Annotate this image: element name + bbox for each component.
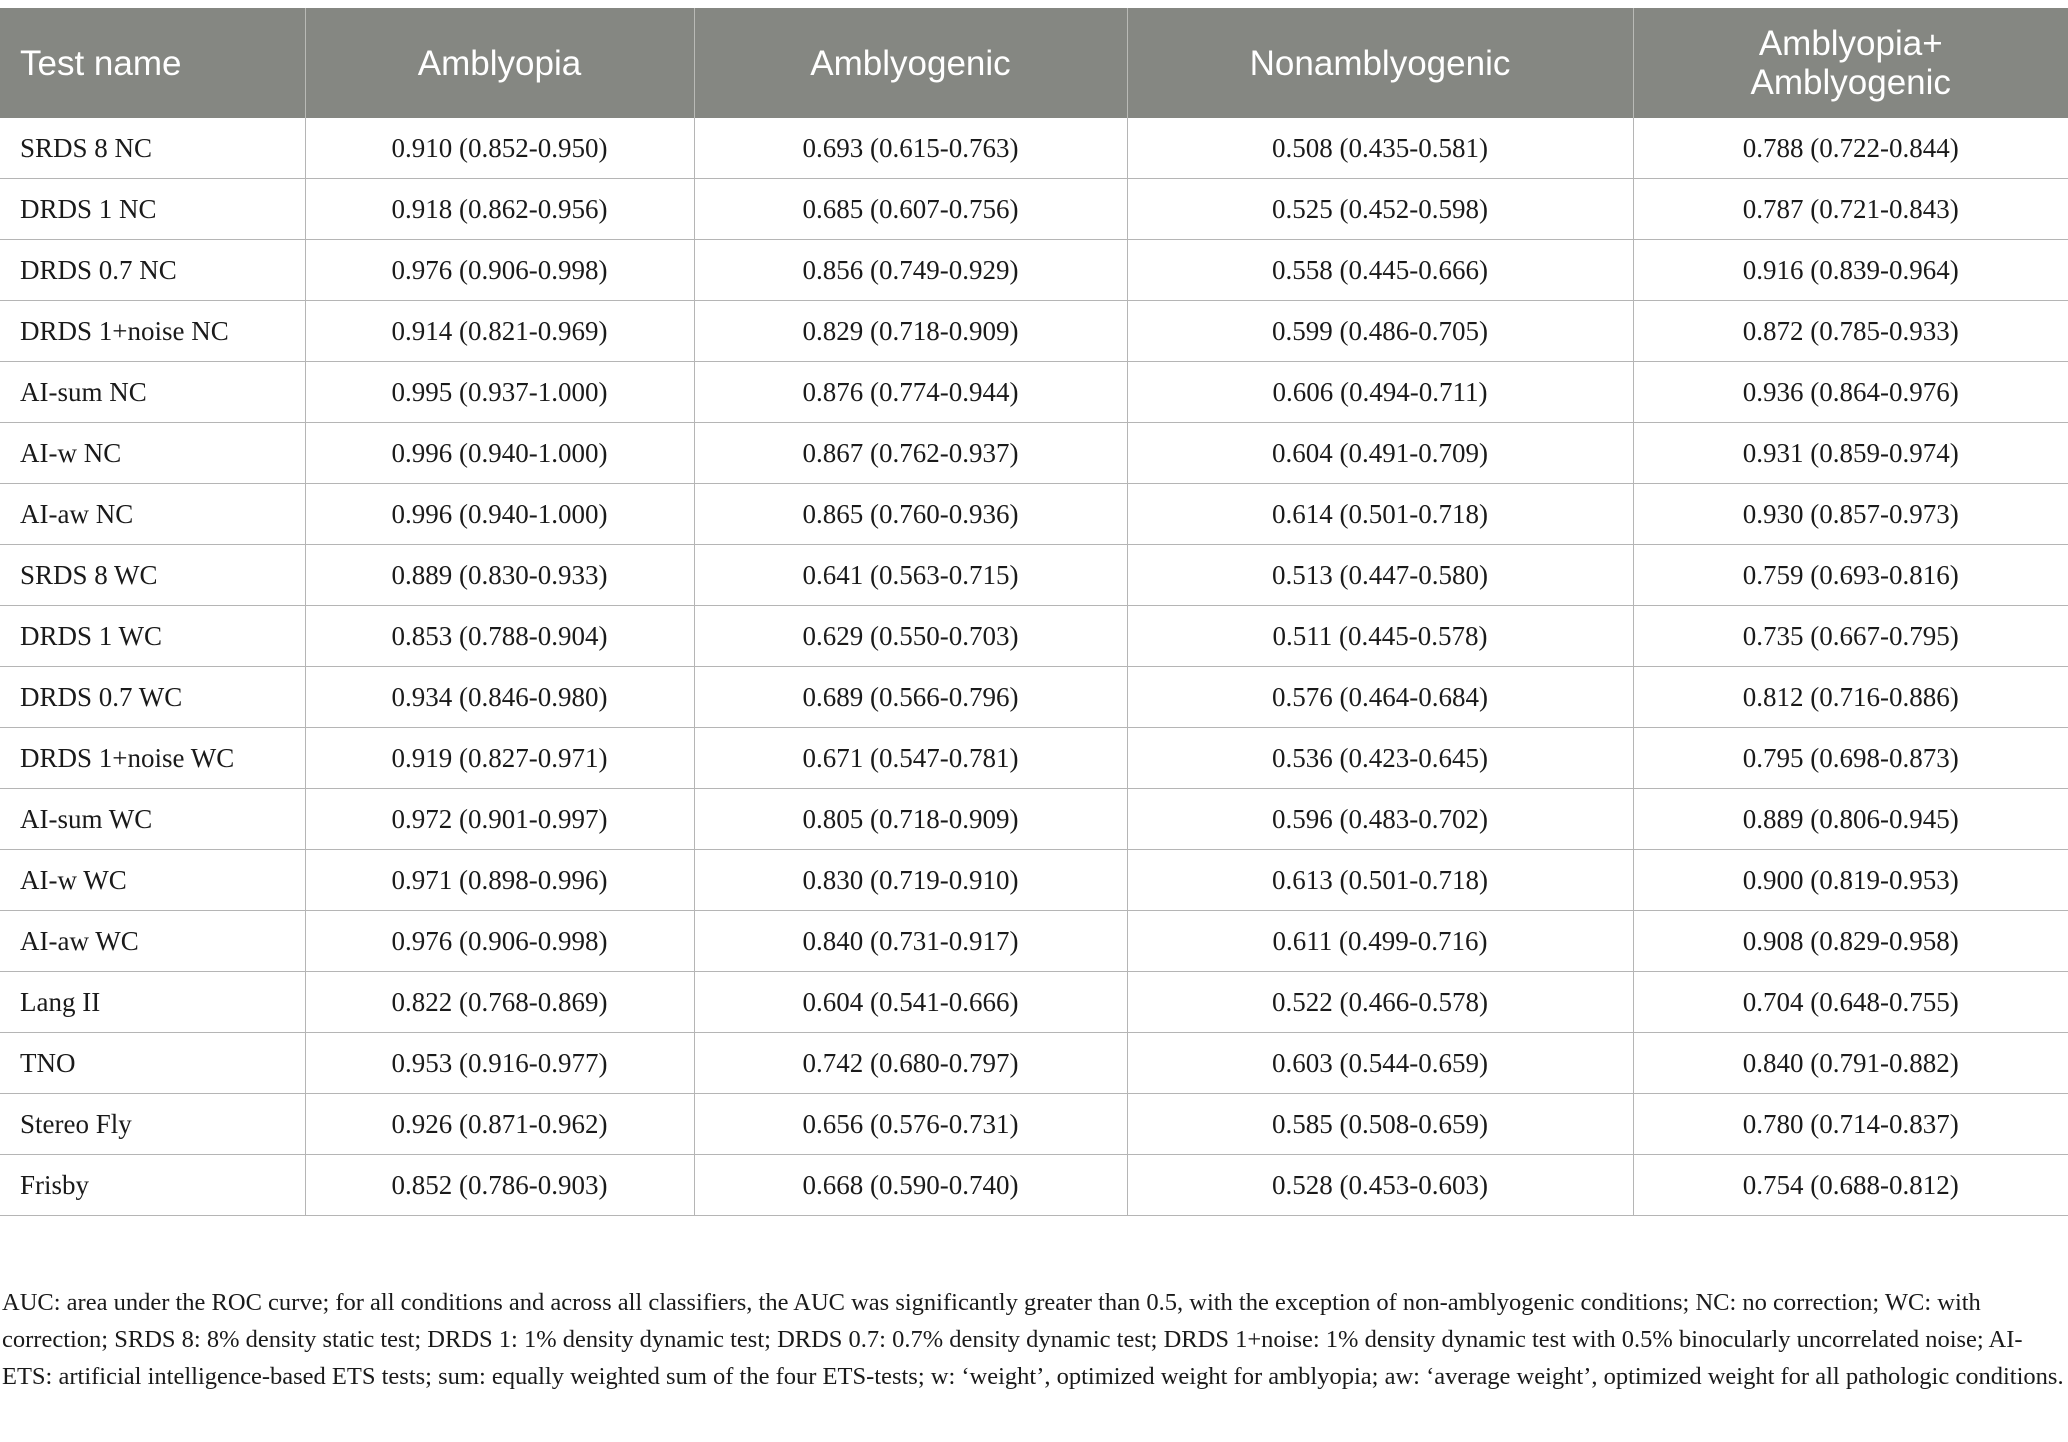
- auc-value-cell: 0.668 (0.590-0.740): [694, 1155, 1127, 1216]
- table-row: [0, 728, 2068, 789]
- auc-value-cell: 0.693 (0.615-0.763): [694, 118, 1127, 179]
- auc-value-cell: 0.876 (0.774-0.944): [694, 362, 1127, 423]
- auc-value-cell: 0.614 (0.501-0.718): [1127, 484, 1633, 545]
- auc-value-cell: 0.788 (0.722-0.844): [1633, 118, 2068, 179]
- auc-value-cell: 0.953 (0.916-0.977): [305, 1033, 694, 1094]
- table-row: [0, 789, 2068, 850]
- table-row: [0, 1155, 2068, 1216]
- auc-value-cell: 0.805 (0.718-0.909): [694, 789, 1127, 850]
- table-header: [0, 8, 2068, 118]
- auc-value-cell: 0.976 (0.906-0.998): [305, 240, 694, 301]
- test-name-cell: DRDS 1 NC: [0, 179, 305, 240]
- table-row: [0, 606, 2068, 667]
- auc-value-cell: 0.629 (0.550-0.703): [694, 606, 1127, 667]
- test-name-cell: DRDS 0.7 NC: [0, 240, 305, 301]
- auc-value-cell: 0.689 (0.566-0.796): [694, 667, 1127, 728]
- table-row: [0, 1033, 2068, 1094]
- auc-value-cell: 0.759 (0.693-0.816): [1633, 545, 2068, 606]
- column-header: Nonamblyogenic: [1127, 8, 1633, 118]
- auc-value-cell: 0.611 (0.499-0.716): [1127, 911, 1633, 972]
- test-name-cell: AI-sum NC: [0, 362, 305, 423]
- table-row: [0, 850, 2068, 911]
- auc-value-cell: 0.795 (0.698-0.873): [1633, 728, 2068, 789]
- test-name-cell: DRDS 1+noise WC: [0, 728, 305, 789]
- auc-value-cell: 0.926 (0.871-0.962): [305, 1094, 694, 1155]
- auc-value-cell: 0.918 (0.862-0.956): [305, 179, 694, 240]
- auc-value-cell: 0.606 (0.494-0.711): [1127, 362, 1633, 423]
- auc-value-cell: 0.900 (0.819-0.953): [1633, 850, 2068, 911]
- table-row: [0, 423, 2068, 484]
- auc-value-cell: 0.585 (0.508-0.659): [1127, 1094, 1633, 1155]
- auc-value-cell: 0.865 (0.760-0.936): [694, 484, 1127, 545]
- auc-value-cell: 0.840 (0.791-0.882): [1633, 1033, 2068, 1094]
- auc-value-cell: 0.936 (0.864-0.976): [1633, 362, 2068, 423]
- table-row: [0, 362, 2068, 423]
- auc-value-cell: 0.525 (0.452-0.598): [1127, 179, 1633, 240]
- test-name-cell: AI-w WC: [0, 850, 305, 911]
- column-header: Amblyogenic: [694, 8, 1127, 118]
- auc-value-cell: 0.914 (0.821-0.969): [305, 301, 694, 362]
- auc-value-cell: 0.822 (0.768-0.869): [305, 972, 694, 1033]
- auc-value-cell: 0.908 (0.829-0.958): [1633, 911, 2068, 972]
- table-row: [0, 301, 2068, 362]
- column-header: Test name: [0, 8, 305, 118]
- test-name-cell: Stereo Fly: [0, 1094, 305, 1155]
- table-body: [0, 118, 2068, 1216]
- auc-value-cell: 0.996 (0.940-1.000): [305, 423, 694, 484]
- auc-value-cell: 0.522 (0.466-0.578): [1127, 972, 1633, 1033]
- test-name-cell: DRDS 1+noise NC: [0, 301, 305, 362]
- auc-value-cell: 0.840 (0.731-0.917): [694, 911, 1127, 972]
- auc-value-cell: 0.508 (0.435-0.581): [1127, 118, 1633, 179]
- auc-value-cell: 0.830 (0.719-0.910): [694, 850, 1127, 911]
- auc-value-cell: 0.603 (0.544-0.659): [1127, 1033, 1633, 1094]
- auc-value-cell: 0.735 (0.667-0.795): [1633, 606, 2068, 667]
- table-row: [0, 1094, 2068, 1155]
- table-row: [0, 484, 2068, 545]
- auc-value-cell: 0.576 (0.464-0.684): [1127, 667, 1633, 728]
- auc-value-cell: 0.742 (0.680-0.797): [694, 1033, 1127, 1094]
- auc-value-cell: 0.528 (0.453-0.603): [1127, 1155, 1633, 1216]
- auc-value-cell: 0.867 (0.762-0.937): [694, 423, 1127, 484]
- auc-value-cell: 0.971 (0.898-0.996): [305, 850, 694, 911]
- auc-value-cell: 0.596 (0.483-0.702): [1127, 789, 1633, 850]
- test-name-cell: DRDS 1 WC: [0, 606, 305, 667]
- test-name-cell: Frisby: [0, 1155, 305, 1216]
- auc-value-cell: 0.536 (0.423-0.645): [1127, 728, 1633, 789]
- test-name-cell: AI-w NC: [0, 423, 305, 484]
- auc-value-cell: 0.934 (0.846-0.980): [305, 667, 694, 728]
- auc-value-cell: 0.604 (0.541-0.666): [694, 972, 1127, 1033]
- table-row: [0, 240, 2068, 301]
- auc-value-cell: 0.995 (0.937-1.000): [305, 362, 694, 423]
- auc-value-cell: 0.930 (0.857-0.973): [1633, 484, 2068, 545]
- auc-value-cell: 0.641 (0.563-0.715): [694, 545, 1127, 606]
- auc-value-cell: 0.910 (0.852-0.950): [305, 118, 694, 179]
- auc-value-cell: 0.704 (0.648-0.755): [1633, 972, 2068, 1033]
- auc-value-cell: 0.916 (0.839-0.964): [1633, 240, 2068, 301]
- auc-value-cell: 0.919 (0.827-0.971): [305, 728, 694, 789]
- auc-value-cell: 0.889 (0.830-0.933): [305, 545, 694, 606]
- test-name-cell: DRDS 0.7 WC: [0, 667, 305, 728]
- auc-value-cell: 0.856 (0.749-0.929): [694, 240, 1127, 301]
- auc-value-cell: 0.829 (0.718-0.909): [694, 301, 1127, 362]
- table-row: [0, 667, 2068, 728]
- table-footnote: AUC: area under the ROC curve; for all conditions and across all classifiers, the AUC was significantly greater than 0.5, with the exception of non-amblyogenic conditions; NC: no correction; WC: with correction; SRDS 8: 8% density static test; DRDS 1: 1% density dynamic test; DRDS 0.7: 0.7% density dynamic test; DRDS 1+noise: 1% density dynamic test with 0.5% binocularly uncorrelated noise; AI-ETS: artificial intelligence-based ETS tests; sum: equally weighted sum of the four ETS-tests; w: ‘weight’, optimized weight for amblyopia; aw: ‘average weight’, optimized weight for all pathologic conditions.: [2, 1289, 2064, 1390]
- auc-value-cell: 0.972 (0.901-0.997): [305, 789, 694, 850]
- auc-value-cell: 0.671 (0.547-0.781): [694, 728, 1127, 789]
- table-row: [0, 911, 2068, 972]
- test-name-cell: SRDS 8 NC: [0, 118, 305, 179]
- auc-table: [0, 8, 2068, 1216]
- auc-value-cell: 0.685 (0.607-0.756): [694, 179, 1127, 240]
- auc-value-cell: 0.599 (0.486-0.705): [1127, 301, 1633, 362]
- header-row: [0, 8, 2068, 118]
- auc-value-cell: 0.872 (0.785-0.933): [1633, 301, 2068, 362]
- auc-value-cell: 0.613 (0.501-0.718): [1127, 850, 1633, 911]
- test-name-cell: AI-sum WC: [0, 789, 305, 850]
- auc-value-cell: 0.558 (0.445-0.666): [1127, 240, 1633, 301]
- auc-value-cell: 0.780 (0.714-0.837): [1633, 1094, 2068, 1155]
- column-header: Amblyopia+ Amblyogenic: [1633, 8, 2068, 118]
- auc-value-cell: 0.852 (0.786-0.903): [305, 1155, 694, 1216]
- test-name-cell: AI-aw NC: [0, 484, 305, 545]
- table-row: [0, 118, 2068, 179]
- auc-value-cell: 0.889 (0.806-0.945): [1633, 789, 2068, 850]
- table-row: [0, 179, 2068, 240]
- auc-value-cell: 0.996 (0.940-1.000): [305, 484, 694, 545]
- auc-value-cell: 0.754 (0.688-0.812): [1633, 1155, 2068, 1216]
- column-header: Amblyopia: [305, 8, 694, 118]
- auc-value-cell: 0.853 (0.788-0.904): [305, 606, 694, 667]
- table-row: [0, 972, 2068, 1033]
- auc-value-cell: 0.656 (0.576-0.731): [694, 1094, 1127, 1155]
- auc-value-cell: 0.931 (0.859-0.974): [1633, 423, 2068, 484]
- table-row: [0, 545, 2068, 606]
- auc-value-cell: 0.787 (0.721-0.843): [1633, 179, 2068, 240]
- test-name-cell: SRDS 8 WC: [0, 545, 305, 606]
- auc-value-cell: 0.604 (0.491-0.709): [1127, 423, 1633, 484]
- auc-table-container: [0, 8, 2068, 1216]
- test-name-cell: AI-aw WC: [0, 911, 305, 972]
- auc-value-cell: 0.812 (0.716-0.886): [1633, 667, 2068, 728]
- auc-value-cell: 0.511 (0.445-0.578): [1127, 606, 1633, 667]
- test-name-cell: Lang II: [0, 972, 305, 1033]
- auc-value-cell: 0.513 (0.447-0.580): [1127, 545, 1633, 606]
- test-name-cell: TNO: [0, 1033, 305, 1094]
- auc-value-cell: 0.976 (0.906-0.998): [305, 911, 694, 972]
